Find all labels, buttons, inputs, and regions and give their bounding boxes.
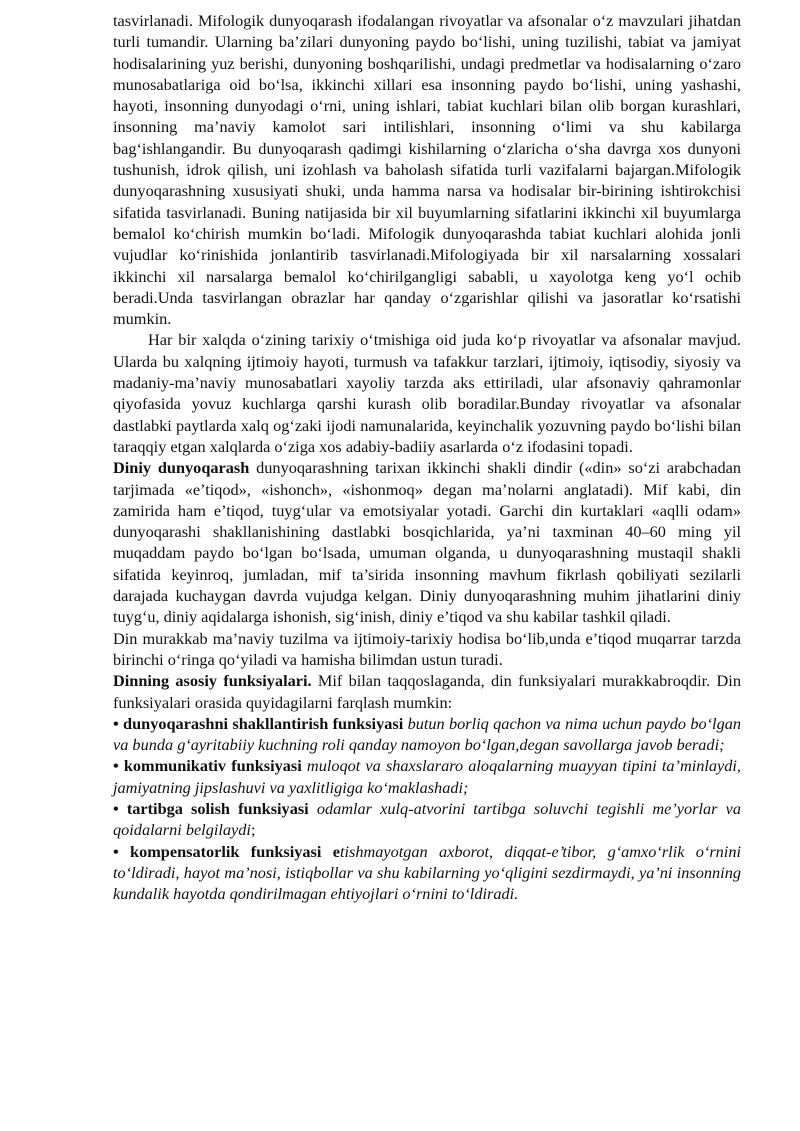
paragraph-legends: Har bir xalqda o‘zining tarixiy o‘tmishiga oid juda ko‘p rivoyatlar va afsonalar mavjud. Ularda bu xalqning ijtimoiy hayoti, turmush va tafakkur tarzlari, ijtimoiy, iqtisodiy, siyosiy va madaniy-ma’naviy munosabatlari xayoliy tarzda aks ettiriladi, ular afsonaviy qahramonlar qiyofasida yovuz kuchlarga qarshi kurash olib boradilar.Bunday rivoyatlar va afsonalar dastlabki paytlarda xalq og‘zaki ijodi namunalarida, keyinchalik yozuvning paydo bo‘lishi bilan taraqqiy etgan xalqlarda o‘ziga xos adabiy-badiiy asarlarda o‘z ifodasini topadi. [113,330,741,456]
function-item-compensatory [113,841,741,905]
function-term: • kompensatorlik funksiyasi e [113,841,340,861]
function-term: • dunyoqarashni shakllantirish funksiyasi [113,713,404,733]
paragraph-religion-structure: Din murakkab ma’naviy tuzilma va ijtimoiy-tarixiy hodisa bo‘lib,unda e’tiqod muqarrar tarzda birinchi o‘ringa qo‘yiladi va hamisha bilimdan ustun turadi. [113,628,741,669]
religion-functions-intro: Mif bilan taqqoslaganda, din funksiyalari murakkabroqdir. Din funksiyalari orasida quyidagilarni farqlash mumkin: [113,671,741,712]
function-item-regulatory [113,798,741,841]
religious-worldview-term: Diniy dunyoqarash [113,458,250,478]
function-tail: ; [250,820,256,840]
function-item-worldview [113,713,741,756]
document-page [113,10,741,904]
religion-functions-heading: Dinning asosiy funksiyalari. [113,671,312,691]
function-term: • kommunikativ funksiyasi [113,756,302,776]
function-description: tishmayotgan axborot, diqqat-e’tibor, g‘amxo‘rlik o‘rnini to‘ldiradi, hayot ma’nosi, istiqbollar va shu kabilarning yo‘qligini sezdirmaydi, ya’ni insonning kundalik hayotda qondirilmagan ehtiyojlari o‘rnini to‘ldiradi. [113,841,741,904]
function-description: muloqot va shaxslararo aloqalarning muayyan tipini ta’minlaydi, jamiyatning jipslashuvi va yaxlitligiga ko‘maklashadi; [113,756,741,797]
function-description: odamlar xulq-atvorini tartibga soluvchi tegishli me’yorlar va qoidalarni belgilaydi [113,798,742,840]
paragraph-religion-functions-heading [113,670,741,713]
paragraph-mythological-worldview: tasvirlanadi. Mifologik dunyoqarash ifodalangan rivoyatlar va afsonalar o‘z mavzulari jihatdan turli tumandir. Ularning ba’zilari dunyoning paydo bo‘lishi, uning tuzilishi, tabiat va jamiyat hodisalarining yuz berishi, dunyoning boshqarilishi, undagi predmetlar va hodisalarning o‘zaro munosabatlariga oid bo‘lsa, ikkinchi xillari esa insonning paydo bo‘lishi, uning yashashi, hayoti, insonning dunyodagi o‘rni, uning ishlari, tabiat kuchlari bilan olib borgan kurashlari, insonning ma’naviy kamolot sari intilishlari, insonning o‘limi va shu kabilarga bag‘ishlangandir. Bu dunyoqarash qadimgi kishilarning o‘zlaricha o‘sha davrga xos dunyoni tushunish, idrok qilish, uni izohlash va baholash sifatida turli vazifalarni bajargan.Mifologik dunyoqarashning xususiyati shuki, unda hamma narsa va hodisalar bir-birining ishtirokchisi sifatida tasvirlanadi. Buning natijasida bir xil buyumlarning sifatlarini ikkinchi xil buyumlarga bemalol ko‘chirish mumkin bo‘ladi. Mifologik dunyoqarashda tabiat kuchlari alohida jonli vujudlar ko‘rinishida jonlantirib tasvirlanadi.Mifologiyada bir xil narsalarning xossalari ikkinchi xil narsalarga bemalol ko‘chirilgangligi sababli, u xayolotga keng yo‘l ochib beradi.Unda tasvirlangan obrazlar har qanday o‘zgarishlar qilishi va jasoratlar ko‘rsatishi mumkin. [113,11,741,329]
paragraph-religious-worldview [113,457,741,627]
function-term: • tartibga solish funksiyasi [113,798,309,818]
function-item-communicative [113,755,741,798]
function-description: butun borliq qachon va nima uchun paydo bo‘lgan va bunda g‘ayritabiiy kuchning roli qanday namoyon bo‘lgan,degan savollarga javob beradi; [113,713,742,755]
religious-worldview-text: dunyoqarashning tarixan ikkinchi shakli dindir («din» so‘zi arabchadan tarjimada «e’tiqod», «ishonch», «ishonmoq» degan ma’nolarni anglatadi). Mif kabi, din zamirida ham e’tiqod, tuyg‘ular va emotsiyalar yotadi. Garchi din kurtaklari «aqlli odam» dunyoqarashi shakllanishining dastlabki bosqichlarida, ya’ni taxminan 40–60 ming yil muqaddam paydo bo‘lgan bo‘lsada, umuman olganda, u dunyoqarashning mustaqil shakli sifatida keyinroq, jumladan, mif ta’sirida insonning mavhum fikrlash qobiliyati sezilarli darajada kuchaygan davrda vujudga kelgan. Diniy dunyoqarashning muhim jihatlarini diniy tuyg‘u, diniy aqidalarga ishonish, sig‘inish, diniy e’tiqod va shu kabilar tashkil qiladi. [113,458,741,627]
